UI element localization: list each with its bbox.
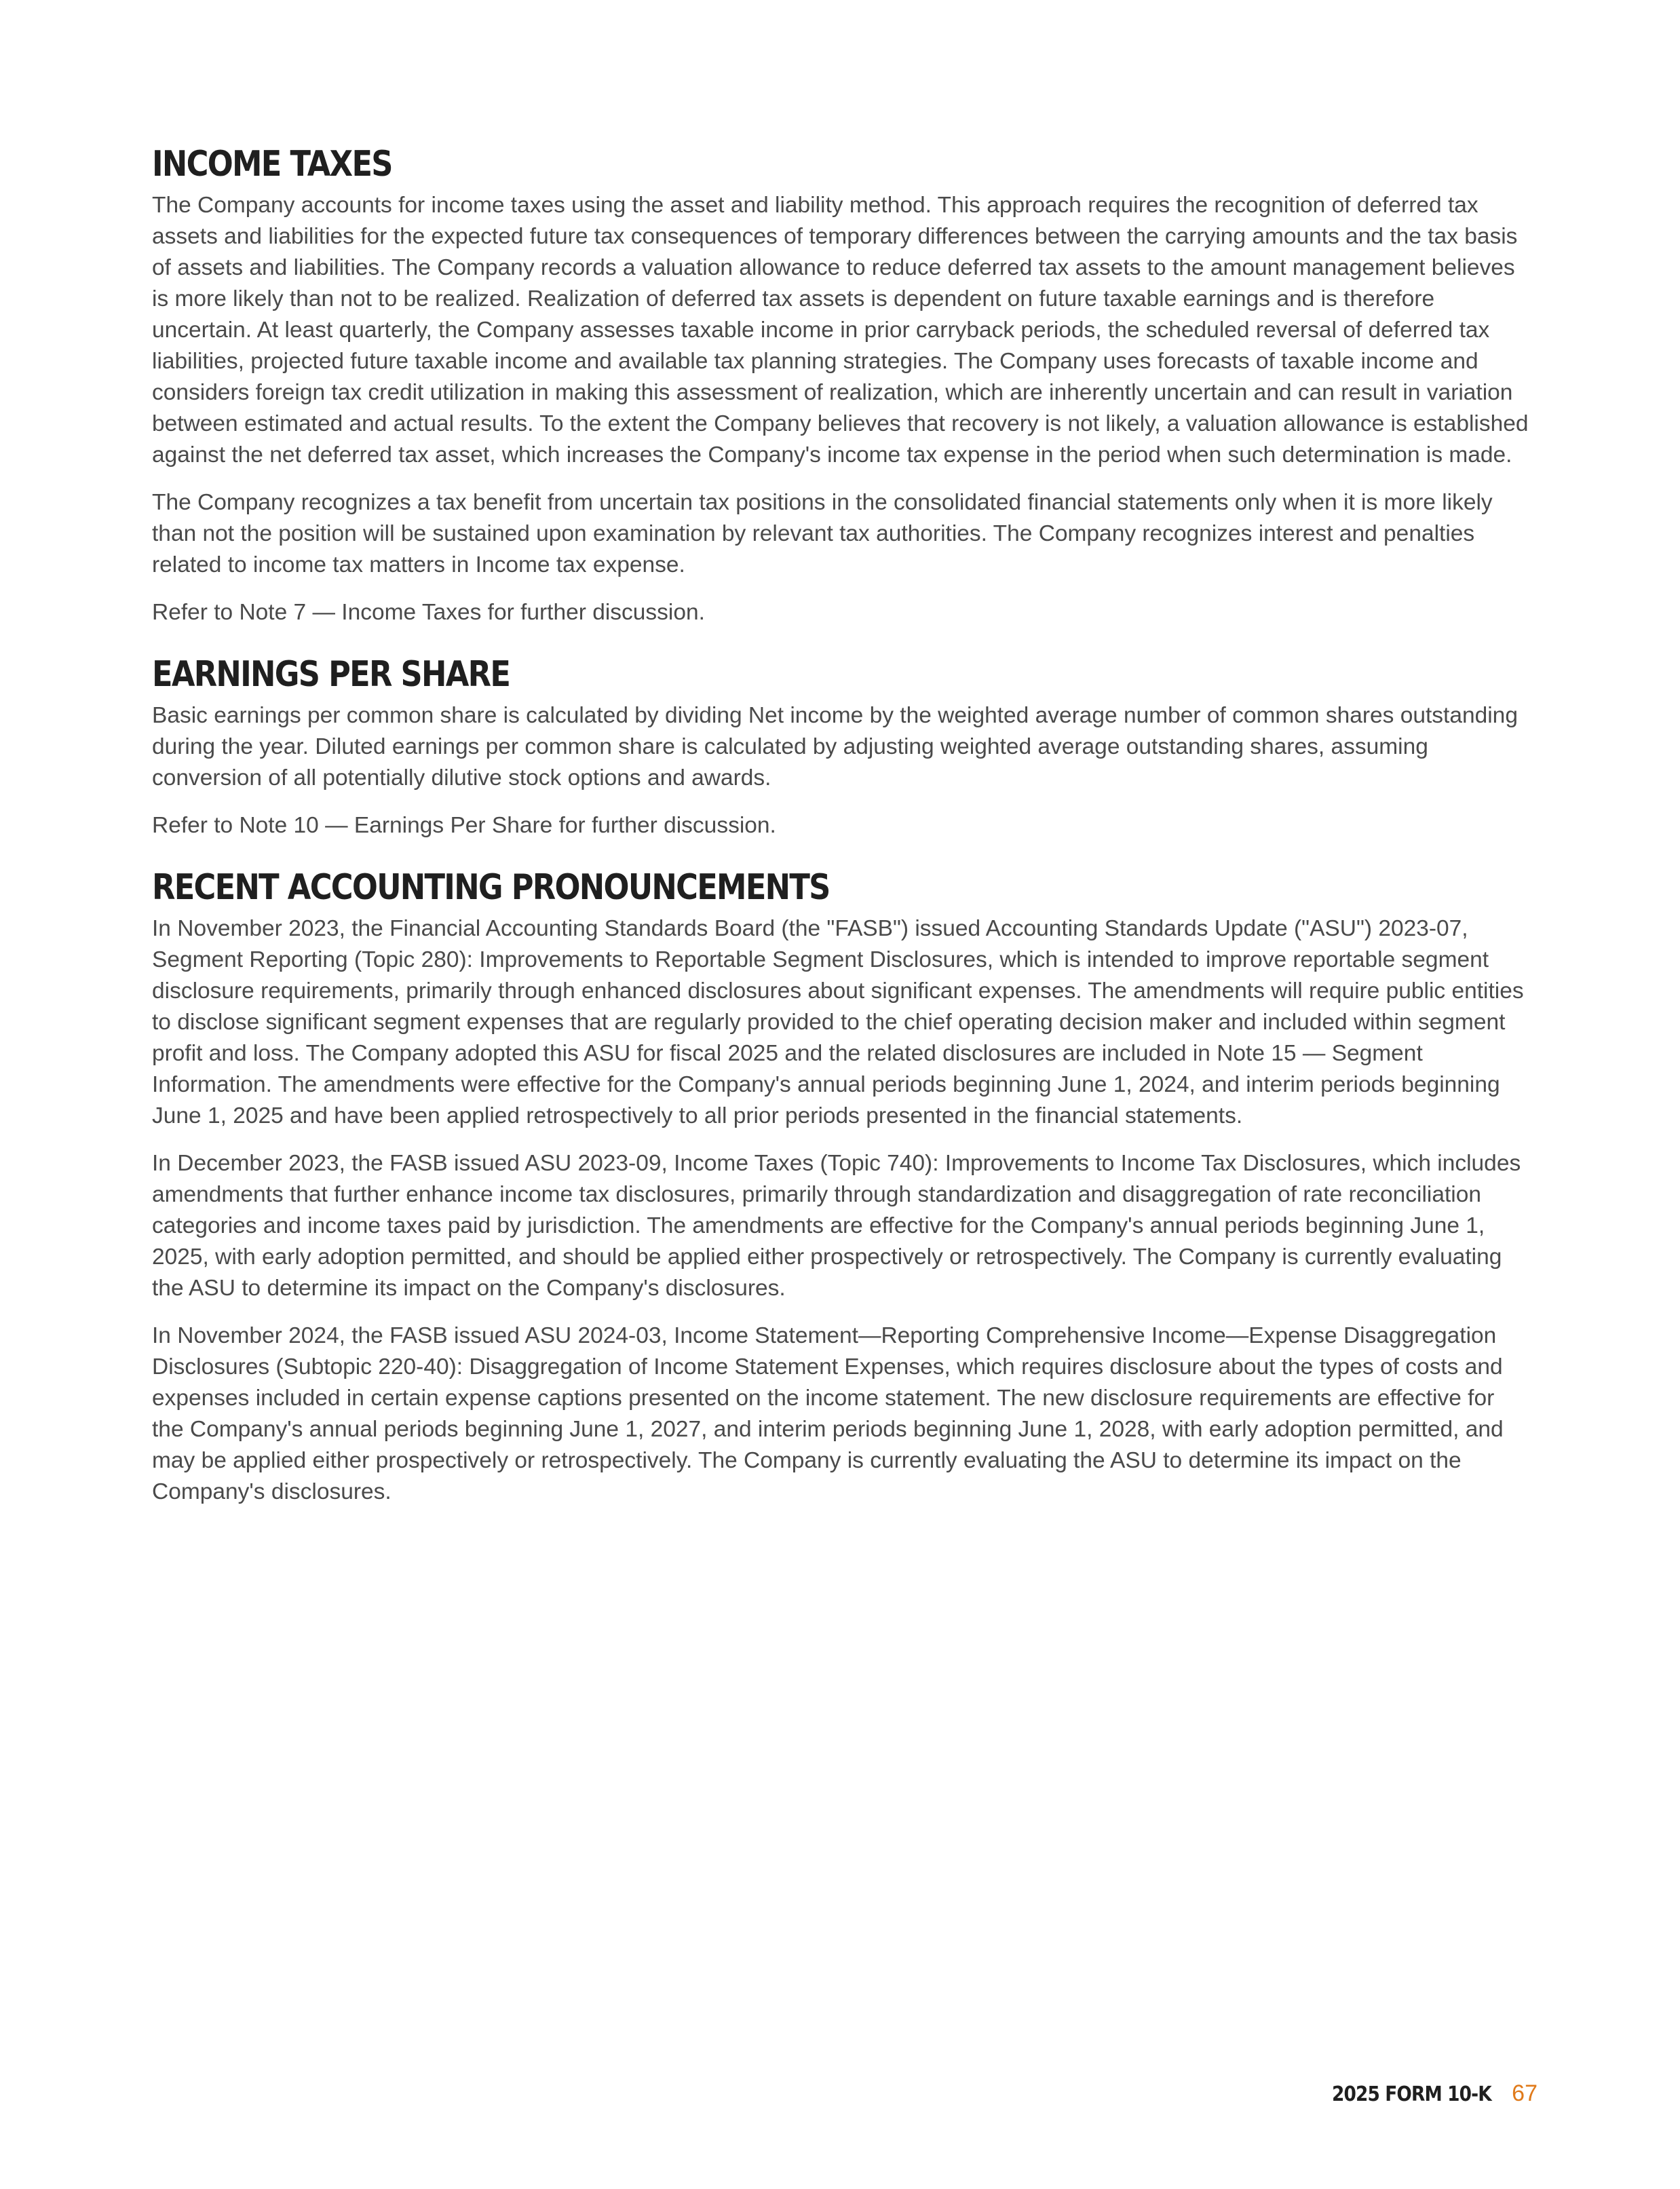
paragraph: Refer to Note 7 — Income Taxes for further discussion. [152, 600, 705, 625]
section-income-taxes [152, 144, 1531, 628]
paragraph: Refer to Note 10 — Earnings Per Share for further discussion. [152, 813, 776, 838]
paragraph: The Company accounts for income taxes using the asset and liability method. This approach requires the recognition of deferred tax assets and liabilities for the expected future tax consequences of temporary differences between the carrying amounts and the tax basis of assets and liabilities. The Company records a valuation allowance to reduce deferred tax assets to the amount management believes is more likely than not to be realized. Realization of deferred tax assets is dependent on future taxable earnings and is therefore uncertain. At least quarterly, the Company assesses taxable income in prior carryback periods, the scheduled reversal of deferred tax liabilities, projected future taxable income and available tax planning strategies. The Company uses forecasts of taxable income and considers foreign tax credit utilization in making this assessment of realization, which are inherently uncertain and can result in variation between estimated and actual results. To the extent the Company believes that recovery is not likely, a valuation allowance is established against the net deferred tax asset, which increases the Company's income tax expense in the period when such determination is made. [152, 193, 1529, 468]
paragraph: In November 2023, the Financial Accounting Standards Board (the "FASB") issued Accounting Standards Update ("ASU") 2023-07, Segment Reporting (Topic 280): Improvements to Reportable Segment Disclosures, which is intended to improve reportable segment disclosure requirements, primarily through enhanced disclosures about significant expenses. The amendments will require public entities to disclose significant segment expenses that are regularly provided to the chief operating decision maker and included within segment profit and loss. The Company adopted this ASU for fiscal 2025 and the related disclosures are included in Note 15 — Segment Information. The amendments were effective for the Company's annual periods beginning June 1, 2024, and interim periods beginning June 1, 2025 and have been applied retrospectively to all prior periods presented in the financial statements. [152, 916, 1524, 1128]
paragraph: Basic earnings per common share is calculated by dividing Net income by the weighted average number of common shares outstanding during the year. Diluted earnings per common share is calculated by adjusting weighted average outstanding shares, assuming conversion of all potentially dilutive stock options and awards. [152, 703, 1518, 791]
page-footer [1086, 2080, 1538, 2114]
paragraph: In November 2024, the FASB issued ASU 2024-03, Income Statement—Reporting Comprehensive Income—Expense Disaggregation Disclosures (Subtopic 220-40): Disaggregation of Income Statement Expenses, which requires disclosure about the types of costs and expenses included in certain expense captions presented on the income statement. The new disclosure requirements are effective for the Company's annual periods beginning June 1, 2027, and interim periods beginning June 1, 2028, with early adoption permitted, and may be applied either prospectively or retrospectively. The Company is currently evaluating the ASU to determine its impact on the Company's disclosures. [152, 1323, 1504, 1504]
paragraph: The Company recognizes a tax benefit from uncertain tax positions in the consolidated financial statements only when it is more likely than not the position will be sustained upon examination by relevant tax authorities. The Company recognizes interest and penalties related to income tax matters in Income tax expense. [152, 490, 1493, 577]
page-number: 67 [1512, 2080, 1538, 2106]
section-heading: RECENT ACCOUNTING PRONOUNCEMENTS [152, 867, 830, 908]
section-earnings-per-share [152, 654, 1531, 841]
section-heading: EARNINGS PER SHARE [152, 654, 510, 695]
footer-label: 2025 FORM 10-K [1332, 2082, 1492, 2106]
document-page [152, 144, 1531, 1534]
section-recent-accounting-pronouncements [152, 867, 1531, 1508]
paragraph: In December 2023, the FASB issued ASU 2023-09, Income Taxes (Topic 740): Improvements to Income Tax Disclosures, which includes amendments that further enhance income tax disclosures, primarily through standardization and disaggregation of rate reconciliation categories and income taxes paid by jurisdiction. The amendments are effective for the Company's annual periods beginning June 1, 2025, with early adoption permitted, and should be applied either prospectively or retrospectively. The Company is currently evaluating the ASU to determine its impact on the Company's disclosures. [152, 1151, 1521, 1301]
section-heading: INCOME TAXES [152, 144, 392, 185]
